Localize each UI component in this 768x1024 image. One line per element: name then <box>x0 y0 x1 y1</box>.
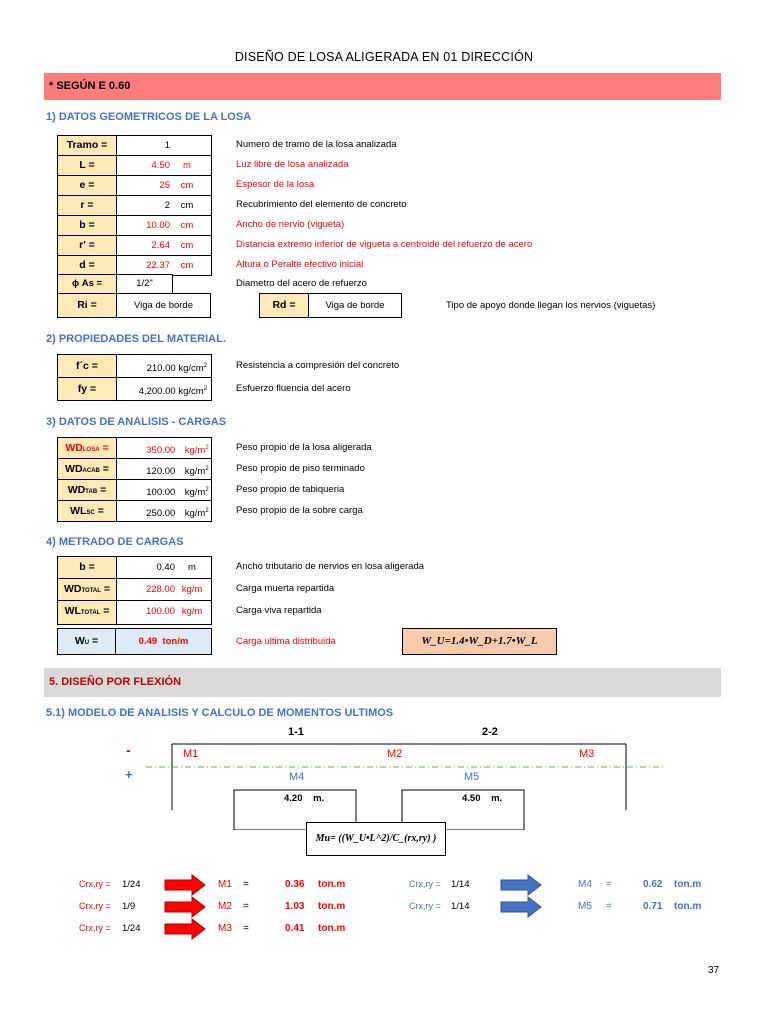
material-label: fy = <box>57 377 117 401</box>
geom-label: Tramo = <box>57 135 117 156</box>
load-label-main: WD <box>65 463 83 475</box>
phi-label: ϕ As = <box>57 274 117 294</box>
geom-value-unit: m <box>183 160 191 171</box>
wu-value[interactable]: 0.49 ton/m <box>115 628 212 655</box>
red-arrow-icon <box>164 896 206 918</box>
section-material-heading: 2) PROPIEDADES DEL MATERIAL. <box>46 333 226 345</box>
metrado-value[interactable] <box>116 578 212 601</box>
positive-sign: + <box>125 767 133 782</box>
coef-label-text: Crx,ry = <box>409 879 441 889</box>
load-label-main: WL <box>70 505 87 517</box>
negative-sign: - <box>126 742 131 758</box>
geom-value[interactable] <box>116 215 212 236</box>
moment-value: 1.03 <box>285 901 305 912</box>
red-arrow-icon <box>164 918 206 940</box>
section-metrado-heading: 4) METRADO DE CARGAS <box>46 536 184 548</box>
geom-value[interactable] <box>116 255 212 276</box>
section-geometric-heading: 1) DATOS GEOMETRICOS DE LA LOSA <box>46 111 252 123</box>
geom-value-number: 1 <box>164 140 170 151</box>
load-label-sub: SC <box>86 510 95 516</box>
geom-label: L = <box>57 155 117 176</box>
moment-equals: = <box>243 901 249 912</box>
load-value-unit: kg/m <box>184 487 206 499</box>
wu-desc: Carga ultima distribuida <box>236 636 336 647</box>
material-value-unit: kg/cm <box>178 386 204 398</box>
page-number: 37 <box>708 965 720 976</box>
material-desc: Esfuerzo fluencia del acero <box>236 383 351 394</box>
load-label-sub: TAB <box>85 489 98 495</box>
moment-unit: ton.m <box>674 879 702 890</box>
metrado-label-sub: TOTAL <box>81 588 101 594</box>
moment-unit: ton.m <box>674 901 702 912</box>
geom-label: e = <box>57 175 117 196</box>
load-value[interactable]: 120.00 $kg/m^2$ <box>116 458 212 480</box>
load-label-main: WD <box>65 442 83 454</box>
m4-label: M4 <box>289 771 305 783</box>
load-value-number: 250.00 <box>146 508 176 520</box>
coef-label-text: Crx,ry = <box>79 879 111 889</box>
load-desc: Peso propio de la sobre carga <box>236 505 363 516</box>
geom-value-number: 2.64 <box>151 240 170 251</box>
metrado-desc: Carga muerta repartida <box>236 583 335 594</box>
metrado-label-sub: TOTAL <box>80 610 101 616</box>
moment-name: M5 <box>578 901 592 912</box>
section-band-flexion: 5. DISEÑO POR FLEXIÓN <box>44 668 721 697</box>
blue-arrow-icon <box>500 896 542 918</box>
material-value-number: 210.00 <box>146 363 176 375</box>
geom-desc: Altura o Peralte efectivo inicial <box>236 259 364 270</box>
metrado-value[interactable] <box>116 556 212 579</box>
section-moments-heading: 5.1) MODELO DE ANALISIS Y CALCULO DE MOMENTOS ULTIMOS <box>46 707 394 719</box>
moment-unit: ton.m <box>318 923 346 934</box>
geom-value[interactable] <box>116 175 212 196</box>
metrado-value-number: 228.00 <box>145 584 175 595</box>
moment-value: 0.71 <box>643 901 663 912</box>
section-2-2-label: 2-2 <box>482 726 498 738</box>
metrado-value-unit: m <box>188 562 196 573</box>
load-label-main: WD <box>67 484 86 496</box>
load-desc: Peso propio de piso terminado <box>236 463 365 474</box>
geom-desc: Numero de tramo de la losa analizada <box>236 139 397 150</box>
wu-label: WU = <box>57 628 116 655</box>
metrado-value-unit: kg/m <box>181 584 203 595</box>
moment-unit: ton.m <box>318 879 346 890</box>
load-label-sub: LOSA <box>82 447 100 453</box>
section-loads-heading: 3) DATOS DE ANALISIS - CARGAS <box>46 416 227 428</box>
m2-label: M2 <box>387 748 403 760</box>
load-value-number: 350.00 <box>146 445 176 457</box>
geom-value-unit: cm <box>180 220 194 231</box>
load-label-sub: ACAB <box>82 468 100 474</box>
span1-length: 4.20 m. <box>284 793 325 804</box>
load-value[interactable]: 350.00 $kg/m^2$ <box>116 437 212 459</box>
m3-label: M3 <box>579 748 595 760</box>
coef-label <box>409 879 441 889</box>
load-label: WDACAB = <box>57 458 117 480</box>
m1-label: M1 <box>183 748 199 760</box>
geom-value-unit: cm <box>180 260 194 271</box>
geom-desc: Espesor de la losa <box>236 179 315 190</box>
coef-label <box>79 901 111 911</box>
load-value-unit: kg/m <box>184 445 206 457</box>
coef-label <box>79 923 111 933</box>
load-value-unit: kg/m <box>184 508 206 520</box>
wu-formula: W_U=1.4•W_D+1.7•W_L <box>402 628 557 655</box>
coef-value: 1/24 <box>122 923 141 934</box>
load-desc: Peso propio de tabiqueria <box>236 484 345 495</box>
section-band-e060: * SEGÚN E 0.60 <box>44 73 721 100</box>
metrado-label-main: WL <box>64 605 81 617</box>
material-desc: Resistencia a compresión del concreto <box>236 360 400 371</box>
geom-value-unit: cm <box>180 180 194 191</box>
coef-value: 1/24 <box>122 879 141 890</box>
moment-name: M2 <box>218 901 232 912</box>
geom-label: b = <box>57 215 117 236</box>
material-value[interactable]: 4,200.00 $kg/cm^2$ <box>116 377 212 401</box>
blue-arrow-icon <box>500 874 542 896</box>
geom-label: r = <box>57 195 117 216</box>
moment-equals: = <box>606 879 612 890</box>
geom-desc: Luz libre de losa analizada <box>236 159 349 170</box>
moment-value: 0.62 <box>643 879 663 890</box>
geom-value-number: 2 <box>164 200 170 211</box>
coef-label-text: Crx,ry = <box>79 901 111 911</box>
moment-value: 0.41 <box>285 923 305 934</box>
load-label: WDTAB = <box>57 479 117 501</box>
geom-value[interactable] <box>116 135 212 156</box>
rd-label: Rd = <box>259 293 309 318</box>
geom-desc: Recubrimiento del elemento de concreto <box>236 199 407 210</box>
phi-value[interactable]: 1/2" <box>116 274 173 294</box>
load-value-number: 100.00 <box>146 487 176 499</box>
geom-value-number: 22.37 <box>146 260 170 271</box>
geom-value-unit: cm <box>180 240 194 251</box>
material-value[interactable]: 210.00 $kg/cm^2$ <box>116 354 212 378</box>
coef-label-text: Crx,ry = <box>79 923 111 933</box>
material-value-unit: kg/cm <box>178 363 204 375</box>
moment-value: 0.36 <box>285 879 305 890</box>
mu-formula: Mu= ((W_U•L^2)/C_(rx,ry) ) <box>306 822 446 856</box>
load-desc: Peso propio de la losa aligerada <box>236 442 372 453</box>
metrado-label: WLTOTAL = <box>57 600 117 625</box>
coef-value: 1/9 <box>122 901 136 912</box>
moment-name: M3 <box>218 923 232 934</box>
metrado-value-number: 100.00 <box>145 606 175 617</box>
metrado-value-number: 0.40 <box>156 562 175 573</box>
metrado-desc: Ancho tributario de nervios en losa aligerada <box>236 561 425 572</box>
rd-value[interactable]: Viga de borde <box>308 293 402 318</box>
coef-label-text: Crx,ry = <box>409 901 441 911</box>
load-label: WLSC = <box>57 500 117 522</box>
beam-model-diagram <box>0 720 768 830</box>
moment-equals: = <box>243 879 249 890</box>
phi-desc: Diametro del acero de refuerzo <box>236 278 367 289</box>
geom-value-number: 25 <box>159 180 170 191</box>
load-label: WDLOSA = <box>57 437 117 459</box>
geom-value[interactable] <box>116 195 212 216</box>
metrado-label-main: WD <box>63 583 82 595</box>
geom-value[interactable] <box>116 235 212 256</box>
load-value-number: 120.00 <box>146 466 176 478</box>
moment-name: M1 <box>218 879 232 890</box>
metrado-value-unit: kg/m <box>181 606 203 617</box>
span2-length: 4.50 m. <box>462 793 503 804</box>
ri-label: Ri = <box>57 293 117 318</box>
rd-desc: Tipo de apoyo donde llegan los nervios (viguetas) <box>446 300 656 311</box>
metrado-label: b = <box>57 556 117 579</box>
load-value-unit: kg/m <box>184 466 206 478</box>
moment-equals: = <box>243 923 249 934</box>
coef-value: 1/14 <box>451 901 470 912</box>
moment-unit: ton.m <box>318 901 346 912</box>
metrado-value[interactable] <box>116 600 212 625</box>
ri-value[interactable]: Viga de borde <box>116 293 211 318</box>
geom-desc: Ancho de nervio (vigueta) <box>236 219 345 230</box>
load-value[interactable]: 100.00 $kg/m^2$ <box>116 479 212 501</box>
metrado-label: WDTOTAL = <box>57 578 117 601</box>
page-title: DISEÑO DE LOSA ALIGERADA EN 01 DIRECCIÓN <box>234 50 534 64</box>
load-value[interactable]: 250.00 $kg/m^2$ <box>116 500 212 522</box>
geom-value-unit: cm <box>180 200 194 211</box>
metrado-desc: Carga viva repartida <box>236 605 322 616</box>
geom-desc: Distancia extremo inferior de vigueta a centroide del refuerzo de acero <box>236 239 533 250</box>
geom-label: d = <box>57 255 117 276</box>
red-arrow-icon <box>164 874 206 896</box>
geom-value-number: 4.50 <box>151 160 170 171</box>
geom-label: r' = <box>57 235 117 256</box>
metrado-label-main: b <box>79 561 86 573</box>
moment-equals: = <box>606 901 612 912</box>
material-label: f´c = <box>57 354 117 378</box>
m5-label: M5 <box>464 771 480 783</box>
coef-label <box>409 901 441 911</box>
geom-value-number: 10.00 <box>146 220 170 231</box>
coef-label <box>79 879 111 889</box>
coef-value: 1/14 <box>451 879 470 890</box>
geom-value[interactable] <box>116 155 212 176</box>
moment-name: M4 <box>578 879 592 890</box>
material-value-number: 4,200.00 <box>138 386 176 398</box>
section-1-1-label: 1-1 <box>288 726 304 738</box>
